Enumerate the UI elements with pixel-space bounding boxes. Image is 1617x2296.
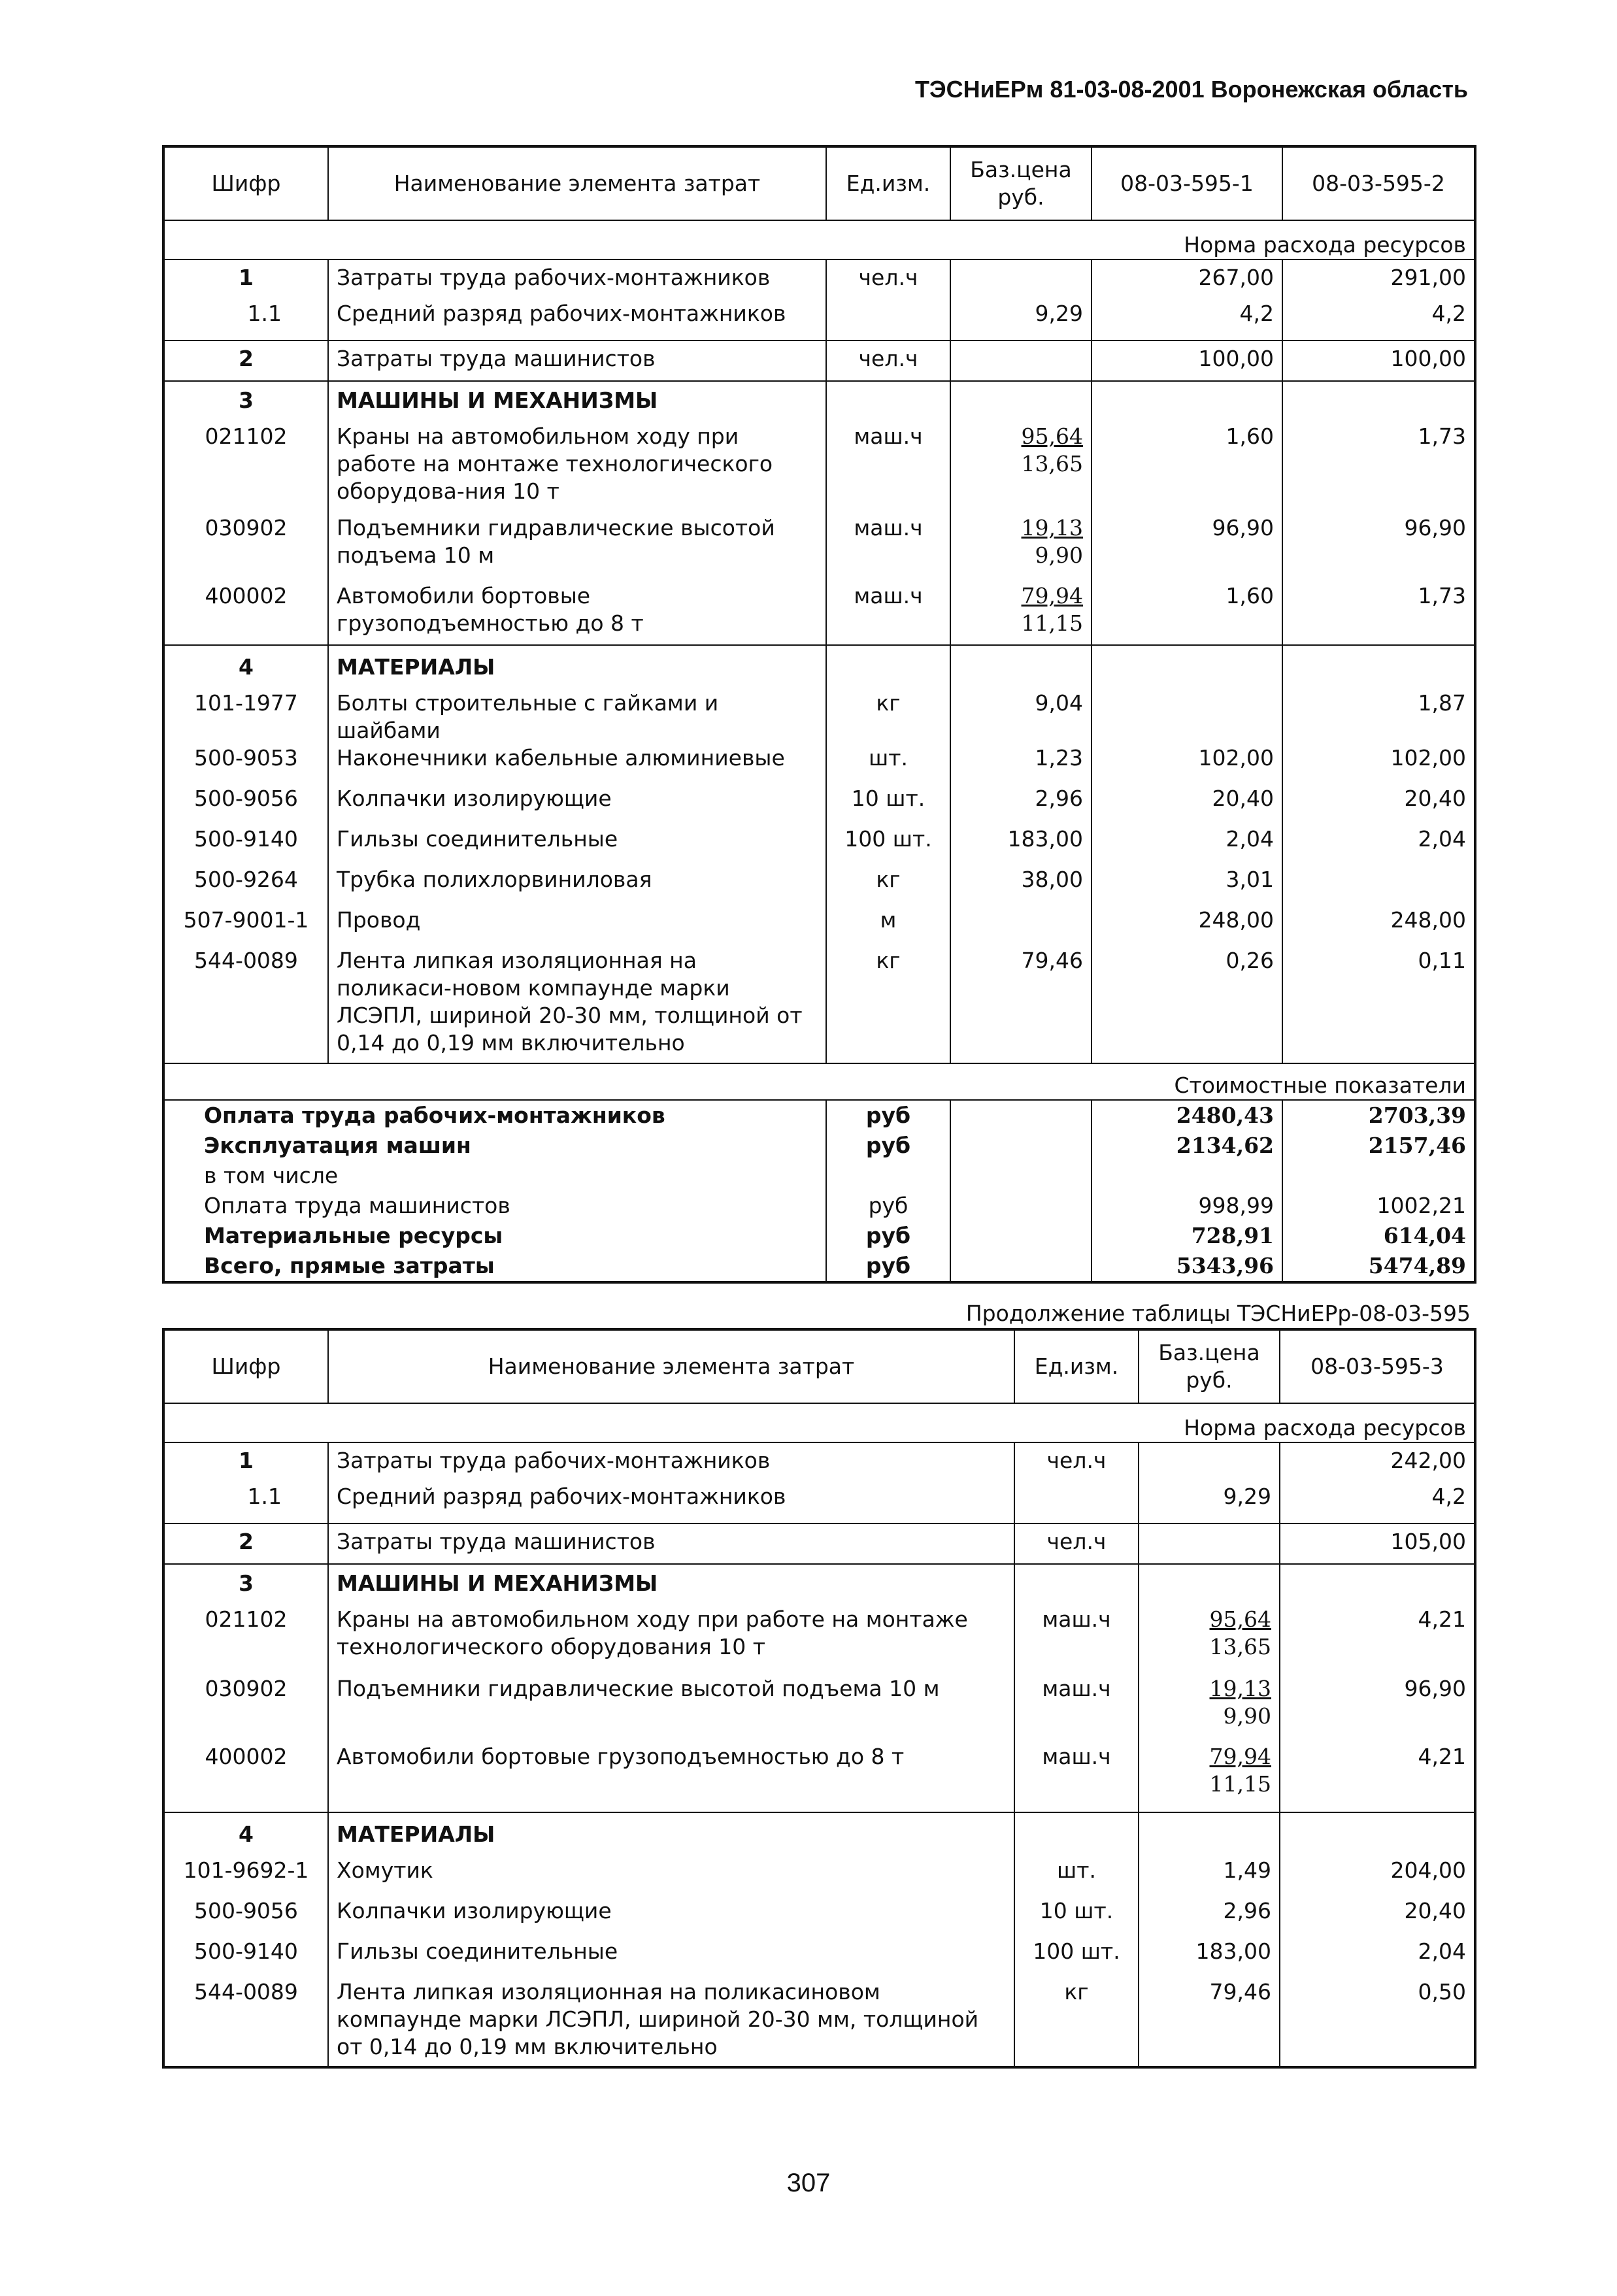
column-header: 08-03-595-3 — [1280, 1329, 1475, 1403]
row-value-1: 242,00 — [1280, 1442, 1475, 1483]
table-row — [163, 1897, 1475, 1938]
row-name: Краны на автомобильном ходу при работе на монтаже технологического оборудова-ния 10 т — [328, 423, 826, 514]
row-code: 2 — [163, 1523, 328, 1564]
cost-value-1: 2480,43 — [1092, 1100, 1282, 1131]
cost-value-1: 728,91 — [1092, 1221, 1282, 1251]
resource-norms-table-2 — [162, 1328, 1476, 2069]
section-code: 4 — [163, 645, 328, 690]
row-unit: маш.ч — [826, 423, 950, 514]
section-code: 3 — [163, 381, 328, 423]
norm-band-row — [163, 220, 1475, 259]
row-price — [1139, 1743, 1280, 1812]
row-value-1: 102,00 — [1092, 744, 1282, 785]
row-value-1: 100,00 — [1092, 341, 1282, 381]
row-value-1: 1,60 — [1092, 582, 1282, 645]
cost-unit: руб — [826, 1221, 950, 1251]
section-row — [163, 1812, 1475, 1857]
cost-name: Эксплуатация машин — [204, 1133, 471, 1158]
column-header: Ед.изм. — [1014, 1329, 1139, 1403]
cost-value-1: 5343,96 — [1092, 1251, 1282, 1282]
cost-band-row — [163, 1063, 1475, 1100]
row-value-2: 291,00 — [1282, 259, 1475, 300]
resource-norms-table-1 — [162, 145, 1476, 1284]
row-code: 500-9053 — [194, 745, 298, 771]
row-name: Затраты труда машинистов — [328, 1523, 1014, 1564]
price-top: 19,13 — [1209, 1676, 1271, 1701]
table-row — [163, 785, 1475, 825]
section-title: МАШИНЫ И МЕХАНИЗМЫ — [328, 381, 826, 423]
table-header-row — [163, 146, 1475, 220]
row-unit: кг — [826, 947, 950, 1063]
section-row — [163, 1564, 1475, 1606]
cost-row — [163, 1251, 1475, 1282]
row-price — [950, 582, 1092, 645]
row-value-2 — [1282, 866, 1475, 907]
row-value-1: 96,90 — [1280, 1675, 1475, 1743]
row-value-2: 1,73 — [1282, 582, 1475, 645]
column-header: Баз.цена руб. — [1139, 1329, 1280, 1403]
price-bottom: 11,15 — [1021, 610, 1083, 636]
table-row — [163, 1606, 1475, 1675]
row-code: 500-9140 — [194, 826, 298, 852]
row-unit: шт. — [826, 744, 950, 785]
row-price: 2,96 — [950, 785, 1092, 825]
norm-label: Норма расхода ресурсов — [163, 220, 1475, 259]
row-name: Болты строительные с гайками и шайбами — [328, 690, 826, 744]
row-value-1: 3,01 — [1092, 866, 1282, 907]
cost-name: Оплата труда рабочих-монтажников — [204, 1103, 665, 1128]
table-row — [163, 1483, 1475, 1523]
norm-band-row — [163, 1403, 1475, 1442]
row-name: Подъемники гидравлические высотой подъема 10 м — [328, 1675, 1014, 1743]
row-code: 1 — [239, 1448, 254, 1473]
row-price — [1139, 1606, 1280, 1675]
row-unit — [826, 300, 950, 341]
cost-row — [163, 1161, 1475, 1191]
row-value-2: 20,40 — [1282, 785, 1475, 825]
table-row — [163, 825, 1475, 866]
row-value-2: 248,00 — [1282, 907, 1475, 947]
section-row — [163, 381, 1475, 423]
row-unit: маш.ч — [826, 582, 950, 645]
row-price: 9,04 — [950, 690, 1092, 744]
row-code: 101-9692-1 — [183, 1857, 309, 1883]
table-row — [163, 907, 1475, 947]
row-price — [1139, 1523, 1280, 1564]
row-name: Колпачки изолирующие — [328, 1897, 1014, 1938]
row-value-1: 96,90 — [1092, 514, 1282, 582]
row-name: Затраты труда рабочих-монтажников — [328, 259, 826, 300]
column-header: 08-03-595-2 — [1282, 146, 1475, 220]
table-row — [163, 514, 1475, 582]
row-code: 500-9264 — [194, 867, 298, 892]
table-row — [163, 947, 1475, 1063]
document-header: ТЭСНиЕРм 81-03-08-2001 Воронежская область — [915, 76, 1468, 103]
row-value-1: 2,04 — [1092, 825, 1282, 866]
row-price: 1,23 — [950, 744, 1092, 785]
row-value-1: 204,00 — [1280, 1857, 1475, 1897]
price-top: 95,64 — [1021, 424, 1083, 449]
row-price: 9,29 — [950, 300, 1092, 341]
row-name: Краны на автомобильном ходу при работе на монтаже технологического оборудования 10 т — [328, 1606, 1014, 1675]
page-number: 307 — [786, 2169, 831, 2197]
row-code: 021102 — [205, 424, 288, 449]
row-price: 79,46 — [1139, 1978, 1280, 2067]
row-unit: чел.ч — [1014, 1523, 1139, 1564]
row-price: 2,96 — [1139, 1897, 1280, 1938]
row-price — [1139, 1675, 1280, 1743]
price-top: 79,94 — [1021, 583, 1083, 608]
table-row — [163, 1675, 1475, 1743]
price-bottom: 11,15 — [1209, 1771, 1271, 1797]
row-unit: кг — [826, 866, 950, 907]
row-unit: маш.ч — [826, 514, 950, 582]
row-value-1: 4,2 — [1092, 300, 1282, 341]
cost-name: в том числе — [204, 1163, 339, 1188]
row-value-1: 1,60 — [1092, 423, 1282, 514]
column-header: Шифр — [163, 1329, 328, 1403]
row-code: 500-9056 — [194, 786, 298, 811]
table-row — [163, 1523, 1475, 1564]
row-name: Средний разряд рабочих-монтажников — [328, 300, 826, 341]
row-name: Колпачки изолирующие — [328, 785, 826, 825]
row-price: 38,00 — [950, 866, 1092, 907]
cost-name: Оплата труда машинистов — [204, 1193, 510, 1218]
cost-unit — [826, 1161, 950, 1191]
column-header: Наименование элемента затрат — [328, 146, 826, 220]
row-unit: м — [826, 907, 950, 947]
cost-row — [163, 1131, 1475, 1161]
row-unit: 10 шт. — [1014, 1897, 1139, 1938]
row-code: 400002 — [205, 1744, 288, 1769]
row-value-1: 4,2 — [1280, 1483, 1475, 1523]
row-name: Автомобили бортовые грузоподъемностью до 8 т — [328, 1743, 1014, 1812]
price-bottom: 13,65 — [1021, 451, 1083, 476]
row-value-1: 20,40 — [1280, 1897, 1475, 1938]
cost-unit: руб — [826, 1191, 950, 1221]
row-unit: шт. — [1014, 1857, 1139, 1897]
row-name: Хомутик — [328, 1857, 1014, 1897]
table-row — [163, 341, 1475, 381]
column-header: Ед.изм. — [826, 146, 950, 220]
row-price: 183,00 — [1139, 1938, 1280, 1978]
column-header: Баз.цена руб. — [950, 146, 1092, 220]
row-name: Трубка полихлорвиниловая — [328, 866, 826, 907]
cost-label: Стоимостные показатели — [163, 1063, 1475, 1100]
row-value-1: 267,00 — [1092, 259, 1282, 300]
cost-value-2: 2703,39 — [1282, 1100, 1475, 1131]
row-unit: кг — [826, 690, 950, 744]
row-price — [950, 259, 1092, 300]
section-row — [163, 645, 1475, 690]
row-value-1: 0,26 — [1092, 947, 1282, 1063]
row-value-1: 248,00 — [1092, 907, 1282, 947]
row-code: 030902 — [205, 1676, 288, 1701]
table-row — [163, 1938, 1475, 1978]
row-price — [950, 341, 1092, 381]
row-code: 101-1977 — [194, 690, 298, 716]
section-title: МАШИНЫ И МЕХАНИЗМЫ — [328, 1564, 1014, 1606]
row-unit: маш.ч — [1014, 1743, 1139, 1812]
continuation-caption: Продолжение таблицы ТЭСНиЕРр-08-03-595 — [965, 1301, 1471, 1326]
row-name: Наконечники кабельные алюминиевые — [328, 744, 826, 785]
price-bottom: 9,90 — [1223, 1703, 1271, 1729]
row-unit: 100 шт. — [1014, 1938, 1139, 1978]
cost-unit: руб — [826, 1100, 950, 1131]
row-price: 1,49 — [1139, 1857, 1280, 1897]
row-name: Автомобили бортовые грузоподъемностью до 8 т — [328, 582, 826, 645]
table-row — [163, 423, 1475, 514]
cost-unit: руб — [826, 1131, 950, 1161]
table-row — [163, 690, 1475, 744]
cost-value-2: 614,04 — [1282, 1221, 1475, 1251]
table-row — [163, 1978, 1475, 2067]
row-code: 030902 — [205, 515, 288, 541]
row-name: Провод — [328, 907, 826, 947]
table-row — [163, 1442, 1475, 1483]
row-code: 500-9056 — [194, 1898, 298, 1923]
row-value-1: 4,21 — [1280, 1606, 1475, 1675]
cost-unit: руб — [826, 1251, 950, 1282]
row-price — [950, 514, 1092, 582]
price-bottom: 9,90 — [1035, 542, 1083, 568]
row-value-2: 4,2 — [1282, 300, 1475, 341]
row-value-2: 1,87 — [1282, 690, 1475, 744]
row-unit: чел.ч — [826, 341, 950, 381]
row-name: Средний разряд рабочих-монтажников — [328, 1483, 1014, 1523]
table-row — [163, 744, 1475, 785]
norm-label: Норма расхода ресурсов — [163, 1403, 1475, 1442]
row-value-1: 20,40 — [1092, 785, 1282, 825]
row-value-2: 2,04 — [1282, 825, 1475, 866]
row-price: 183,00 — [950, 825, 1092, 866]
cost-value-2: 5474,89 — [1282, 1251, 1475, 1282]
table-row — [163, 1743, 1475, 1812]
price-bottom: 13,65 — [1209, 1634, 1271, 1659]
row-unit: кг — [1014, 1978, 1139, 2067]
row-value-1: 2,04 — [1280, 1938, 1475, 1978]
cost-value-1: 998,99 — [1092, 1191, 1282, 1221]
row-price — [1139, 1442, 1280, 1483]
row-unit — [1014, 1483, 1139, 1523]
row-code: 1.1 — [247, 301, 282, 326]
row-value-2: 96,90 — [1282, 514, 1475, 582]
row-code: 500-9140 — [194, 1938, 298, 1964]
table-header-row — [163, 1329, 1475, 1403]
row-code: 021102 — [205, 1606, 288, 1632]
cost-row — [163, 1191, 1475, 1221]
column-header: Наименование элемента затрат — [328, 1329, 1014, 1403]
row-unit: 100 шт. — [826, 825, 950, 866]
row-unit: маш.ч — [1014, 1675, 1139, 1743]
row-value-1: 4,21 — [1280, 1743, 1475, 1812]
price-top: 19,13 — [1021, 515, 1083, 541]
row-value-2: 1,73 — [1282, 423, 1475, 514]
row-code: 400002 — [205, 583, 288, 608]
cost-name: Всего, прямые затраты — [204, 1253, 495, 1278]
row-name: Лента липкая изоляционная на поликасиновом компаунде марки ЛСЭПЛ, шириной 20-30 мм, толщиной от 0,14 до 0,19 мм включительно — [328, 1978, 1014, 2067]
section-code: 4 — [163, 1812, 328, 1857]
cost-name: Материальные ресурсы — [204, 1223, 503, 1248]
row-value-1: 105,00 — [1280, 1523, 1475, 1564]
row-value-2: 100,00 — [1282, 341, 1475, 381]
row-code: 1 — [239, 265, 254, 290]
row-code: 544-0089 — [194, 948, 298, 973]
row-unit: чел.ч — [826, 259, 950, 300]
row-value-2: 102,00 — [1282, 744, 1475, 785]
row-value-1: 0,50 — [1280, 1978, 1475, 2067]
row-code: 507-9001-1 — [183, 907, 309, 933]
row-price — [950, 907, 1092, 947]
row-unit: маш.ч — [1014, 1606, 1139, 1675]
row-name: Гильзы соединительные — [328, 825, 826, 866]
table-row — [163, 582, 1475, 645]
row-name: Гильзы соединительные — [328, 1938, 1014, 1978]
row-value-2: 0,11 — [1282, 947, 1475, 1063]
cost-value-2: 2157,46 — [1282, 1131, 1475, 1161]
row-code: 1.1 — [247, 1484, 282, 1509]
price-top: 95,64 — [1209, 1606, 1271, 1632]
cost-value-1: 2134,62 — [1092, 1131, 1282, 1161]
table-row — [163, 300, 1475, 341]
row-name: Затраты труда машинистов — [328, 341, 826, 381]
row-price — [950, 423, 1092, 514]
cost-row — [163, 1100, 1475, 1131]
row-code: 544-0089 — [194, 1979, 298, 2005]
cost-value-2: 1002,21 — [1282, 1191, 1475, 1221]
section-code: 3 — [163, 1564, 328, 1606]
table-row — [163, 259, 1475, 300]
row-price: 79,46 — [950, 947, 1092, 1063]
row-code: 2 — [163, 341, 328, 381]
price-top: 79,94 — [1209, 1744, 1271, 1769]
cost-row — [163, 1221, 1475, 1251]
column-header: 08-03-595-1 — [1092, 146, 1282, 220]
row-value-1 — [1092, 690, 1282, 744]
cost-value-1 — [1092, 1161, 1282, 1191]
table-row — [163, 866, 1475, 907]
row-name: Лента липкая изоляционная на поликаси-новом компаунде марки ЛСЭПЛ, шириной 20-30 мм, толщиной от 0,14 до 0,19 мм включительно — [328, 947, 826, 1063]
column-header: Шифр — [163, 146, 328, 220]
row-price: 9,29 — [1139, 1483, 1280, 1523]
row-name: Подъемники гидравлические высотой подъема 10 м — [328, 514, 826, 582]
section-title: МАТЕРИАЛЫ — [328, 1812, 1014, 1857]
section-title: МАТЕРИАЛЫ — [328, 645, 826, 690]
row-unit: 10 шт. — [826, 785, 950, 825]
table-row — [163, 1857, 1475, 1897]
row-name: Затраты труда рабочих-монтажников — [328, 1442, 1014, 1483]
row-unit: чел.ч — [1014, 1442, 1139, 1483]
cost-value-2 — [1282, 1161, 1475, 1191]
